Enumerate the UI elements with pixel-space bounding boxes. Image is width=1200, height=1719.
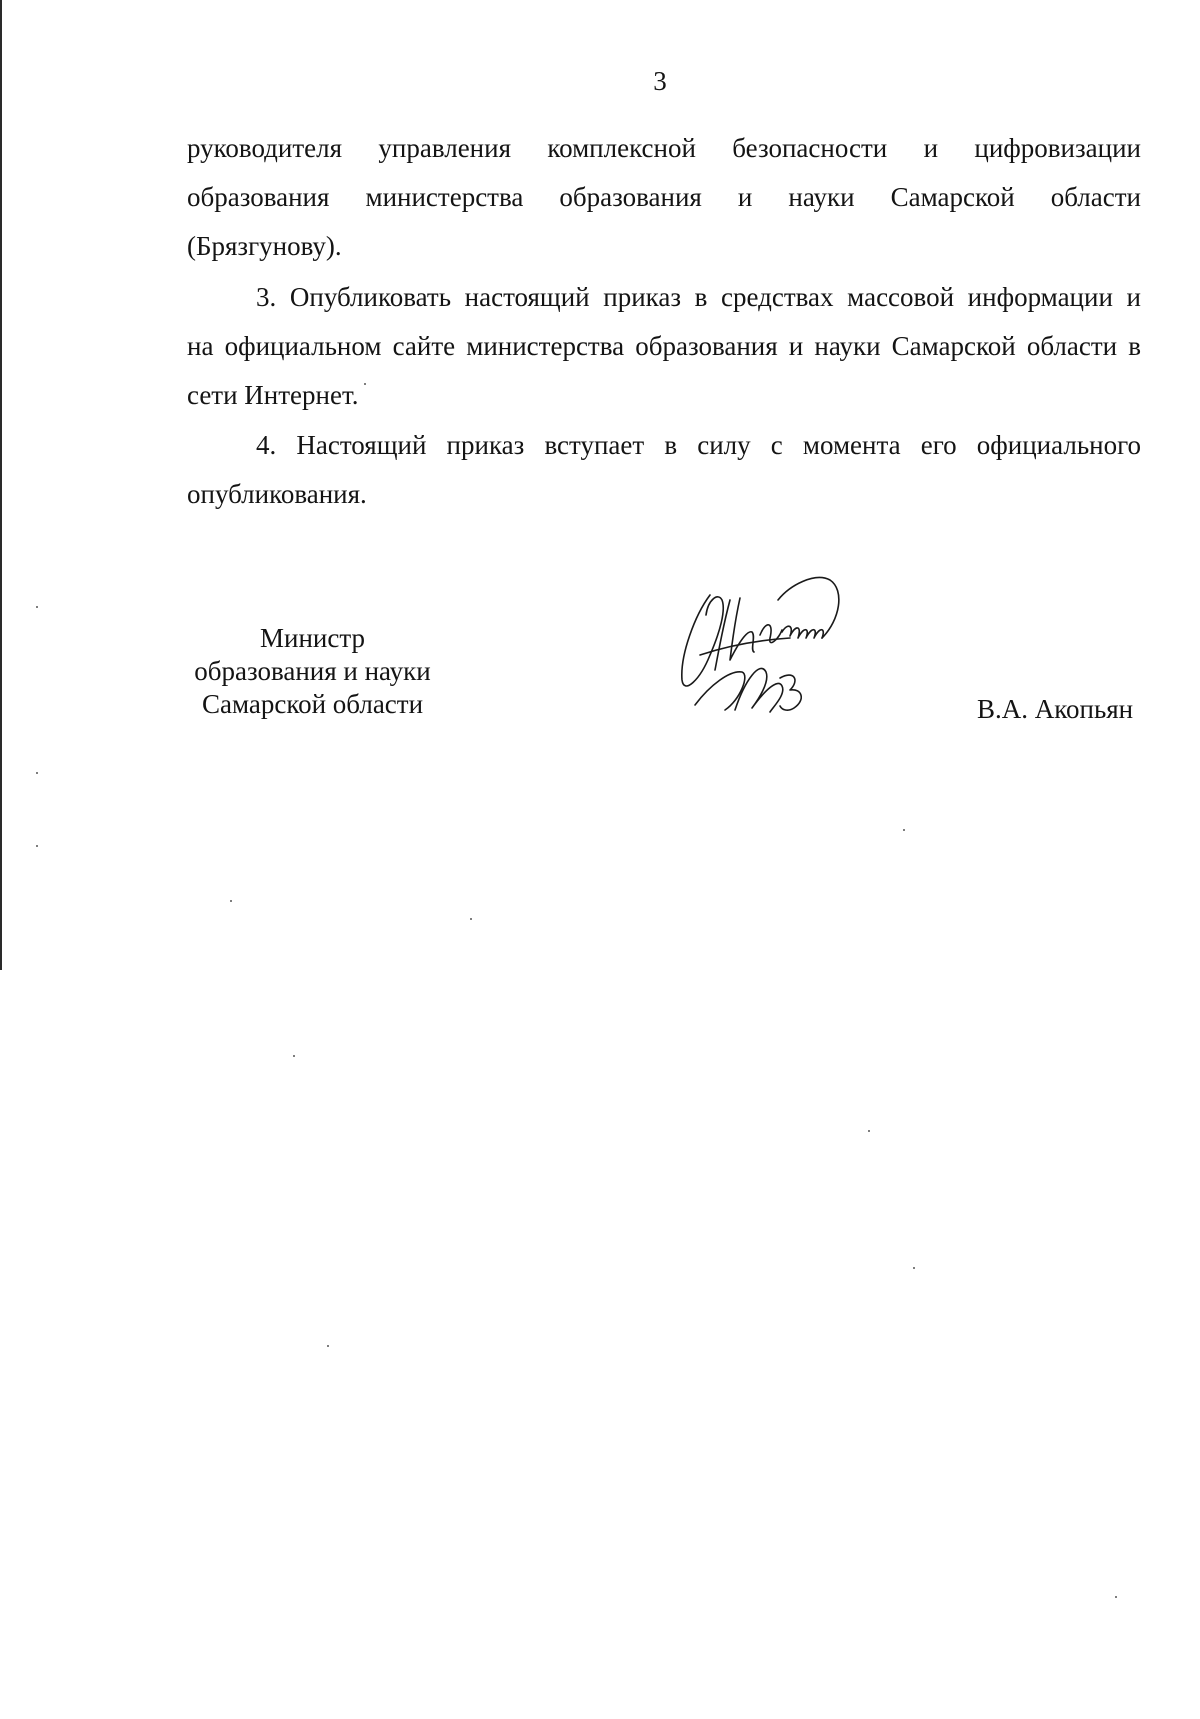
scan-speck [470, 918, 472, 920]
position-line: Самарской области [201, 689, 424, 719]
paragraph-line: образования министерства образования и науки Самарской области [187, 182, 1141, 212]
scan-edge [0, 0, 2, 970]
scan-speck [913, 1267, 915, 1269]
paragraph-line: руководителя управления комплексной безопасности и цифровизации [187, 133, 1141, 163]
paragraph-line: 4. Настоящий приказ вступает в силу с момента его официального [256, 430, 1141, 460]
scan-speck [36, 772, 38, 774]
paragraph-line: 3. Опубликовать настоящий приказ в средствах массовой информации и [256, 282, 1141, 312]
scan-speck [293, 1055, 295, 1057]
paragraph-line: (Брязгунову). [187, 231, 342, 261]
paragraph-line: сети Интернет. [187, 380, 359, 410]
scan-speck [868, 1130, 870, 1132]
page-number: 3 [653, 66, 667, 96]
scan-speck [903, 829, 905, 831]
scan-speck [230, 900, 232, 902]
position-line: Министр [260, 623, 365, 653]
paragraph-line: на официальном сайте министерства образования и науки Самарской области в [187, 331, 1141, 361]
handwritten-signature [670, 560, 890, 740]
paragraph-line: опубликования. [187, 479, 367, 509]
scan-speck [1115, 1596, 1117, 1598]
signatory-position [180, 622, 445, 721]
scan-speck [36, 845, 38, 847]
scan-speck [327, 1345, 329, 1347]
position-line: образования и науки [194, 656, 431, 686]
scan-speck [364, 383, 366, 385]
scan-speck [36, 606, 38, 608]
signer-name: В.А. Акопьян [977, 694, 1134, 724]
